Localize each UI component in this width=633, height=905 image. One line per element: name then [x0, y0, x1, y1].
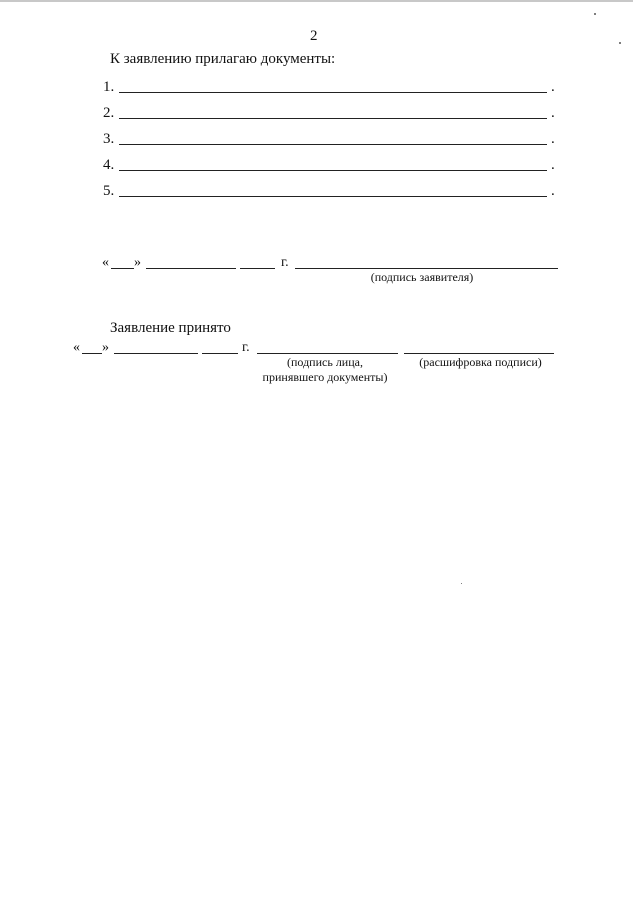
document-1-field[interactable] [119, 92, 547, 93]
list-item-end: . [551, 105, 555, 121]
list-item-end: . [551, 183, 555, 199]
document-3-field[interactable] [119, 144, 547, 145]
list-item-end: . [551, 79, 555, 95]
applicant-day-field[interactable] [111, 268, 134, 269]
date-quote-open: « [102, 255, 109, 270]
document-4-field[interactable] [119, 170, 547, 171]
applicant-signature-field[interactable] [295, 268, 558, 269]
list-item-number: 3. [103, 131, 115, 147]
list-item-end: . [551, 131, 555, 147]
accepter-signature-caption [255, 355, 395, 385]
accepted-title: Заявление принято [110, 320, 231, 336]
top-edge-line [0, 0, 633, 2]
page-number: 2 [310, 28, 318, 44]
document-5-field[interactable] [119, 196, 547, 197]
document-2-field[interactable] [119, 118, 547, 119]
accepted-day-field[interactable] [82, 353, 102, 354]
scan-speck [594, 13, 596, 15]
accepter-caption-line2: принявшего документы) [262, 370, 388, 384]
accepter-caption-line1: (подпись лица, [287, 355, 363, 369]
list-item-number: 5. [103, 183, 115, 199]
signature-decoding-field[interactable] [404, 353, 554, 354]
list-item-number: 4. [103, 157, 115, 173]
year-suffix: г. [242, 340, 250, 355]
scan-speck [461, 583, 462, 584]
accepted-year-field[interactable] [202, 353, 238, 354]
decoding-caption: (расшифровка подписи) [419, 355, 542, 369]
date-quote-open: « [73, 340, 80, 355]
date-quote-close: » [102, 340, 109, 355]
list-item-number: 2. [103, 105, 115, 121]
accepted-month-field[interactable] [114, 353, 198, 354]
list-item-end: . [551, 157, 555, 173]
scan-speck [619, 42, 621, 44]
list-item-number: 1. [103, 79, 115, 95]
accepter-signature-field[interactable] [257, 353, 398, 354]
applicant-year-field[interactable] [240, 268, 275, 269]
date-quote-close: » [134, 255, 141, 270]
year-suffix: г. [281, 255, 289, 270]
attachments-heading: К заявлению прилагаю документы: [110, 51, 336, 67]
applicant-signature-caption: (подпись заявителя) [370, 270, 474, 284]
applicant-month-field[interactable] [146, 268, 236, 269]
